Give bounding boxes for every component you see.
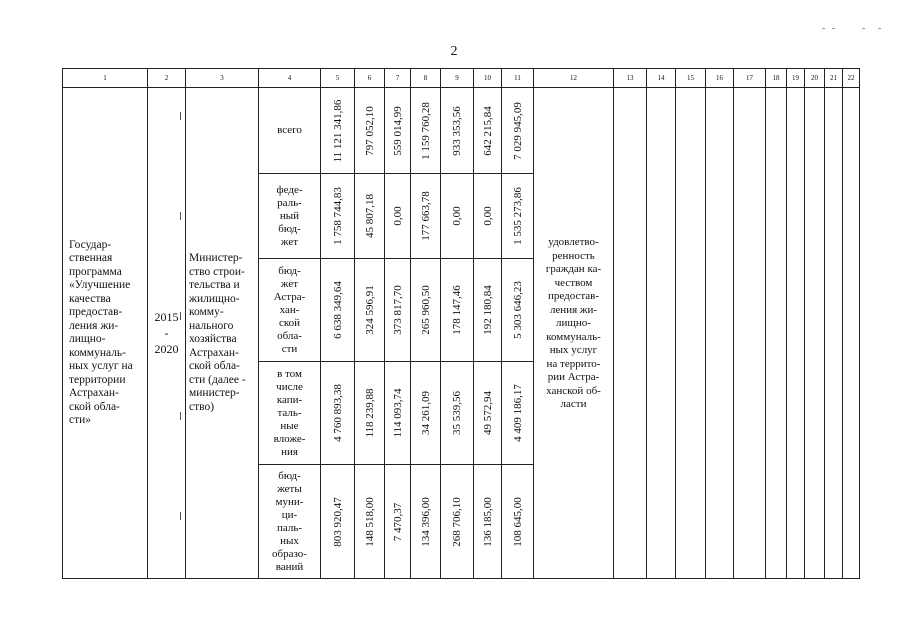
value: 7 029 945,09 bbox=[511, 101, 524, 160]
value-cell bbox=[502, 88, 534, 174]
value: 373 817,70 bbox=[391, 285, 404, 335]
column-number: 22 bbox=[843, 69, 860, 88]
value-cell bbox=[321, 259, 355, 362]
source-label-cell bbox=[259, 88, 321, 174]
value-cell bbox=[355, 88, 385, 174]
empty-cell bbox=[614, 88, 647, 579]
value-cell bbox=[355, 362, 385, 465]
column-number: 5 bbox=[321, 69, 355, 88]
column-number: 12 bbox=[534, 69, 614, 88]
column-number: 14 bbox=[647, 69, 676, 88]
scan-mark bbox=[878, 28, 881, 29]
value-cell bbox=[321, 174, 355, 259]
value: 11 121 341,86 bbox=[331, 99, 344, 162]
value-cell bbox=[411, 465, 441, 579]
value: 4 409 186,17 bbox=[511, 384, 524, 442]
period-cell bbox=[148, 88, 186, 579]
value: 134 396,00 bbox=[419, 496, 432, 547]
value-cell bbox=[502, 465, 534, 579]
source-label: бюд- жеты муни- ци- паль- ных образо- ваний bbox=[272, 469, 307, 573]
value-cell bbox=[441, 88, 474, 174]
column-number: 9 bbox=[441, 69, 474, 88]
value-cell bbox=[411, 174, 441, 259]
source-label-cell bbox=[259, 465, 321, 579]
value: 797 052,10 bbox=[363, 105, 376, 156]
source-row-total bbox=[63, 88, 860, 174]
value: 559 014,99 bbox=[391, 105, 404, 156]
column-number: 21 bbox=[825, 69, 843, 88]
scan-mark bbox=[862, 28, 865, 29]
source-label-cell bbox=[259, 259, 321, 362]
value-cell bbox=[502, 362, 534, 465]
column-number: 13 bbox=[614, 69, 647, 88]
value-cell bbox=[321, 465, 355, 579]
empty-cell bbox=[734, 88, 766, 579]
value: 1 535 273,86 bbox=[511, 187, 524, 245]
value: 114 093,74 bbox=[391, 388, 404, 438]
column-number: 1 bbox=[63, 69, 148, 88]
value: 933 353,56 bbox=[451, 105, 463, 156]
value: 5 303 646,23 bbox=[511, 281, 524, 339]
value: 0,00 bbox=[391, 206, 404, 226]
column-number: 16 bbox=[706, 69, 734, 88]
value-cell bbox=[321, 362, 355, 465]
column-number: 11 bbox=[502, 69, 534, 88]
empty-cell bbox=[647, 88, 676, 579]
value: 136 185,00 bbox=[481, 496, 494, 547]
value-cell bbox=[385, 259, 411, 362]
empty-cell bbox=[825, 88, 843, 579]
value-cell bbox=[441, 174, 474, 259]
value: 6 638 349,64 bbox=[331, 281, 344, 339]
column-number: 7 bbox=[385, 69, 411, 88]
value-cell bbox=[385, 174, 411, 259]
value: 34 261,09 bbox=[419, 391, 432, 435]
value-cell bbox=[355, 465, 385, 579]
empty-cell bbox=[787, 88, 805, 579]
column-number: 17 bbox=[734, 69, 766, 88]
value: 7 470,37 bbox=[391, 502, 404, 541]
value-cell bbox=[502, 174, 534, 259]
column-number: 8 bbox=[411, 69, 441, 88]
responsible-cell bbox=[186, 88, 259, 579]
value-cell bbox=[321, 88, 355, 174]
value-cell bbox=[441, 259, 474, 362]
value: 178 147,46 bbox=[451, 285, 463, 335]
column-number: 3 bbox=[186, 69, 259, 88]
value-cell bbox=[474, 362, 502, 465]
value: 265 960,50 bbox=[419, 285, 432, 335]
value: 0,00 bbox=[451, 206, 463, 226]
program-table bbox=[62, 68, 860, 579]
value: 49 572,94 bbox=[481, 391, 494, 435]
value: 118 239,88 bbox=[363, 388, 376, 438]
empty-cell bbox=[805, 88, 825, 579]
value: 4 760 893,38 bbox=[331, 384, 344, 442]
empty-cell bbox=[843, 88, 860, 579]
value: 1 758 744,83 bbox=[331, 187, 344, 245]
value: 324 596,91 bbox=[363, 285, 376, 335]
value-cell bbox=[385, 88, 411, 174]
value-cell bbox=[474, 465, 502, 579]
scan-mark bbox=[822, 28, 825, 29]
source-label-cell bbox=[259, 174, 321, 259]
value-cell bbox=[474, 174, 502, 259]
column-number: 15 bbox=[676, 69, 706, 88]
value-cell bbox=[411, 362, 441, 465]
program-name-cell bbox=[63, 88, 148, 579]
program-name: Государ- ственная программа «Улучшение качества предостав- ления жи- лищно- коммуналь- ных услуг на территории Астрахан- ской обла- сти» bbox=[69, 238, 133, 426]
empty-cell bbox=[706, 88, 734, 579]
value-cell bbox=[411, 88, 441, 174]
column-number: 20 bbox=[805, 69, 825, 88]
value-cell bbox=[385, 465, 411, 579]
value: 192 180,84 bbox=[481, 285, 494, 335]
value: 0,00 bbox=[481, 206, 494, 226]
column-number: 4 bbox=[259, 69, 321, 88]
value-cell bbox=[355, 259, 385, 362]
result-cell bbox=[534, 88, 614, 579]
value-cell bbox=[474, 259, 502, 362]
column-number: 10 bbox=[474, 69, 502, 88]
source-label: феде- раль- ный бюд- жет bbox=[276, 183, 303, 248]
empty-cell bbox=[676, 88, 706, 579]
column-number: 18 bbox=[766, 69, 787, 88]
value: 1 159 760,28 bbox=[419, 101, 432, 160]
value: 148 518,00 bbox=[363, 496, 376, 547]
value: 268 706,10 bbox=[451, 496, 463, 547]
period: 2015 - 2020 bbox=[154, 310, 179, 356]
scan-mark bbox=[832, 28, 835, 29]
value-cell bbox=[385, 362, 411, 465]
value-cell bbox=[411, 259, 441, 362]
value: 35 539,56 bbox=[451, 391, 463, 435]
responsible: Министер- ство строи- тельства и жилищно- комму- нального хозяйства Астрахан- ской обла- сти (далее - министер- ство) bbox=[189, 252, 246, 413]
source-label-cell bbox=[259, 362, 321, 465]
column-number: 6 bbox=[355, 69, 385, 88]
source-label: в том числе капи- таль- ные вложе- ния bbox=[273, 367, 306, 458]
empty-cell bbox=[766, 88, 787, 579]
value: 45 807,18 bbox=[363, 194, 376, 238]
value: 108 645,00 bbox=[511, 496, 524, 547]
value: 803 920,47 bbox=[331, 496, 344, 547]
value-cell bbox=[502, 259, 534, 362]
column-number: 19 bbox=[787, 69, 805, 88]
value-cell bbox=[441, 362, 474, 465]
value: 642 215,84 bbox=[481, 105, 494, 156]
source-label: бюд- жет Астра- хан- ской обла- сти bbox=[273, 264, 306, 355]
column-number: 2 bbox=[148, 69, 186, 88]
value: 177 663,78 bbox=[419, 191, 432, 241]
source-label: всего bbox=[277, 124, 302, 136]
header-row bbox=[63, 69, 860, 88]
value-cell bbox=[441, 465, 474, 579]
value-cell bbox=[355, 174, 385, 259]
value-cell bbox=[474, 88, 502, 174]
page-number: 2 bbox=[450, 44, 458, 59]
expected-result: удовлетво- ренность граждан ка- чеством предостав- ления жи- лищно- коммуналь- ных услуг на террито- рии Астра- ханской об- ласти bbox=[545, 236, 602, 410]
